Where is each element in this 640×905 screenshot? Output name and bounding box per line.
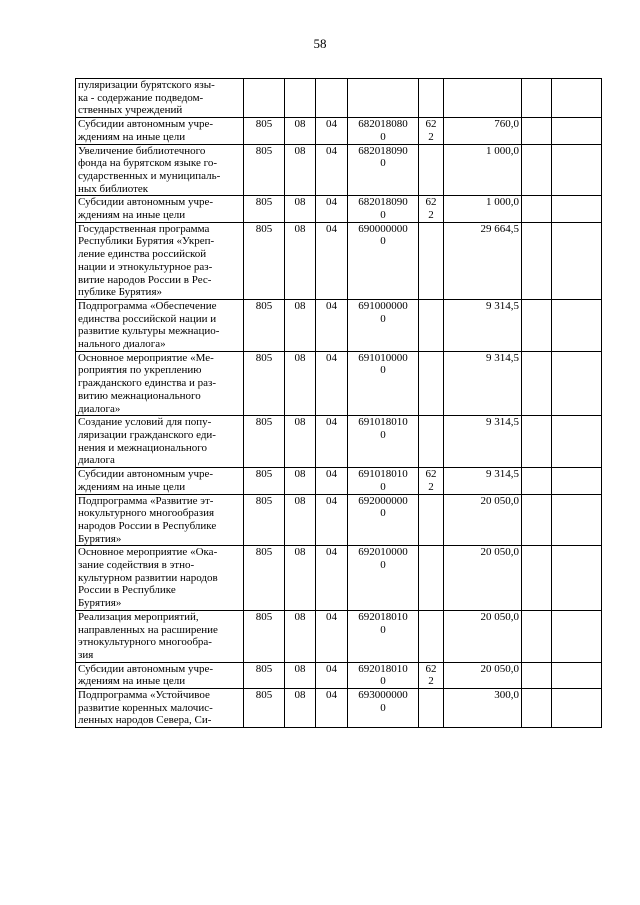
row-name-cell: Увеличение библиотечного фонда на бурятском языке го- сударственных и муниципаль- ных библиотек [76, 144, 244, 196]
extra-cell-2 [552, 196, 602, 222]
amount-cell: 20 050,0 [444, 662, 522, 688]
subsection-code-cell: 04 [316, 144, 348, 196]
ministry-code-cell: 805 [244, 468, 285, 494]
section-code-cell: 08 [285, 118, 316, 144]
extra-cell-1 [522, 610, 552, 662]
section-code-cell: 08 [285, 144, 316, 196]
ministry-code-cell: 805 [244, 610, 285, 662]
table-row [76, 546, 602, 611]
amount-cell: 9 314,5 [444, 468, 522, 494]
section-code-cell: 08 [285, 468, 316, 494]
expense-type-cell [419, 299, 444, 351]
amount-cell: 1 000,0 [444, 196, 522, 222]
amount-cell: 29 664,5 [444, 222, 522, 299]
extra-cell-1 [522, 468, 552, 494]
ministry-code-cell: 805 [244, 222, 285, 299]
target-article-cell: 682018080 0 [348, 118, 419, 144]
section-code-cell: 08 [285, 196, 316, 222]
extra-cell-1 [522, 196, 552, 222]
extra-cell-1 [522, 416, 552, 468]
section-code-cell: 08 [285, 351, 316, 416]
extra-cell-1 [522, 546, 552, 611]
row-name-cell: Подпрограмма «Развитие эт- нокультурного многообразия народов России в Республике Бурятия» [76, 494, 244, 546]
target-article-cell: 692000000 0 [348, 494, 419, 546]
extra-cell-2 [552, 222, 602, 299]
target-article-cell [348, 79, 419, 118]
section-code-cell: 08 [285, 222, 316, 299]
extra-cell-1 [522, 662, 552, 688]
table-row [76, 610, 602, 662]
extra-cell-2 [552, 118, 602, 144]
expense-type-cell [419, 79, 444, 118]
extra-cell-1 [522, 351, 552, 416]
amount-cell: 300,0 [444, 689, 522, 728]
ministry-code-cell: 805 [244, 416, 285, 468]
table-row [76, 494, 602, 546]
expense-type-cell: 62 2 [419, 196, 444, 222]
target-article-cell: 690000000 0 [348, 222, 419, 299]
subsection-code-cell: 04 [316, 662, 348, 688]
section-code-cell: 08 [285, 494, 316, 546]
amount-cell: 20 050,0 [444, 494, 522, 546]
table-row [76, 351, 602, 416]
table-row [76, 118, 602, 144]
extra-cell-2 [552, 144, 602, 196]
extra-cell-1 [522, 79, 552, 118]
amount-cell: 9 314,5 [444, 299, 522, 351]
section-code-cell: 08 [285, 546, 316, 611]
extra-cell-2 [552, 79, 602, 118]
subsection-code-cell: 04 [316, 468, 348, 494]
ministry-code-cell: 805 [244, 299, 285, 351]
target-article-cell: 682018090 0 [348, 196, 419, 222]
extra-cell-2 [552, 416, 602, 468]
target-article-cell: 693000000 0 [348, 689, 419, 728]
budget-table [75, 78, 602, 728]
ministry-code-cell: 805 [244, 662, 285, 688]
ministry-code-cell: 805 [244, 351, 285, 416]
amount-cell: 20 050,0 [444, 546, 522, 611]
section-code-cell: 08 [285, 416, 316, 468]
ministry-code-cell: 805 [244, 144, 285, 196]
amount-cell: 9 314,5 [444, 351, 522, 416]
subsection-code-cell: 04 [316, 299, 348, 351]
row-name-cell: Государственная программа Республики Бурятия «Укреп- ление единства российской нации и этнокультурное раз- витие народов России в Рес- публике Бурятия» [76, 222, 244, 299]
subsection-code-cell: 04 [316, 610, 348, 662]
section-code-cell: 08 [285, 299, 316, 351]
row-name-cell: Подпрограмма «Устойчивое развитие коренных малочис- ленных народов Севера, Си- [76, 689, 244, 728]
extra-cell-2 [552, 351, 602, 416]
ministry-code-cell: 805 [244, 118, 285, 144]
target-article-cell: 692018010 0 [348, 662, 419, 688]
subsection-code-cell: 04 [316, 416, 348, 468]
row-name-cell: Основное мероприятие «Ме- роприятия по укреплению гражданского единства и раз- витию межнационального диалога» [76, 351, 244, 416]
subsection-code-cell: 04 [316, 196, 348, 222]
amount-cell: 760,0 [444, 118, 522, 144]
subsection-code-cell: 04 [316, 494, 348, 546]
table-row [76, 662, 602, 688]
expense-type-cell [419, 351, 444, 416]
amount-cell: 1 000,0 [444, 144, 522, 196]
row-name-cell: Основное мероприятие «Ока- зание содействия в этно- культурном развитии народов России в Республике Бурятия» [76, 546, 244, 611]
subsection-code-cell: 04 [316, 222, 348, 299]
row-name-cell: Реализация мероприятий, направленных на расширение этнокультурного многообра- зия [76, 610, 244, 662]
section-code-cell [285, 79, 316, 118]
extra-cell-2 [552, 494, 602, 546]
expense-type-cell [419, 494, 444, 546]
extra-cell-1 [522, 222, 552, 299]
subsection-code-cell: 04 [316, 546, 348, 611]
extra-cell-1 [522, 299, 552, 351]
section-code-cell: 08 [285, 689, 316, 728]
row-name-cell: пуляризации бурятского язы- ка - содержание подведом- ственных учреждений [76, 79, 244, 118]
extra-cell-1 [522, 144, 552, 196]
table-row [76, 196, 602, 222]
expense-type-cell: 62 2 [419, 468, 444, 494]
ministry-code-cell: 805 [244, 546, 285, 611]
table-row [76, 79, 602, 118]
extra-cell-1 [522, 118, 552, 144]
row-name-cell: Субсидии автономным учре- ждениям на иные цели [76, 468, 244, 494]
ministry-code-cell: 805 [244, 196, 285, 222]
expense-type-cell [419, 610, 444, 662]
expense-type-cell: 62 2 [419, 118, 444, 144]
amount-cell: 20 050,0 [444, 610, 522, 662]
extra-cell-1 [522, 494, 552, 546]
ministry-code-cell [244, 79, 285, 118]
table-row [76, 416, 602, 468]
extra-cell-2 [552, 689, 602, 728]
ministry-code-cell: 805 [244, 689, 285, 728]
extra-cell-2 [552, 610, 602, 662]
expense-type-cell: 62 2 [419, 662, 444, 688]
table-row [76, 468, 602, 494]
extra-cell-1 [522, 689, 552, 728]
target-article-cell: 691000000 0 [348, 299, 419, 351]
section-code-cell: 08 [285, 610, 316, 662]
extra-cell-2 [552, 662, 602, 688]
expense-type-cell [419, 144, 444, 196]
ministry-code-cell: 805 [244, 494, 285, 546]
row-name-cell: Субсидии автономным учре- ждениям на иные цели [76, 118, 244, 144]
page-number: 58 [313, 36, 327, 51]
row-name-cell: Субсидии автономным учре- ждениям на иные цели [76, 662, 244, 688]
subsection-code-cell: 04 [316, 689, 348, 728]
expense-type-cell [419, 689, 444, 728]
row-name-cell: Субсидии автономным учре- ждениям на иные цели [76, 196, 244, 222]
subsection-code-cell: 04 [316, 118, 348, 144]
budget-table-body [76, 79, 602, 728]
extra-cell-2 [552, 299, 602, 351]
expense-type-cell [419, 416, 444, 468]
target-article-cell: 682018090 0 [348, 144, 419, 196]
row-name-cell: Создание условий для попу- ляризации гражданского еди- нения и межнационального диалога [76, 416, 244, 468]
subsection-code-cell: 04 [316, 351, 348, 416]
amount-cell: 9 314,5 [444, 416, 522, 468]
row-name-cell: Подпрограмма «Обеспечение единства российской нации и развитие культуры межнацио- нального диалога» [76, 299, 244, 351]
expense-type-cell [419, 222, 444, 299]
subsection-code-cell [316, 79, 348, 118]
target-article-cell: 691010000 0 [348, 351, 419, 416]
target-article-cell: 692018010 0 [348, 610, 419, 662]
amount-cell [444, 79, 522, 118]
target-article-cell: 691018010 0 [348, 416, 419, 468]
extra-cell-2 [552, 546, 602, 611]
table-row [76, 144, 602, 196]
target-article-cell: 692010000 0 [348, 546, 419, 611]
table-row [76, 222, 602, 299]
table-row [76, 299, 602, 351]
extra-cell-2 [552, 468, 602, 494]
target-article-cell: 691018010 0 [348, 468, 419, 494]
expense-type-cell [419, 546, 444, 611]
table-row [76, 689, 602, 728]
section-code-cell: 08 [285, 662, 316, 688]
